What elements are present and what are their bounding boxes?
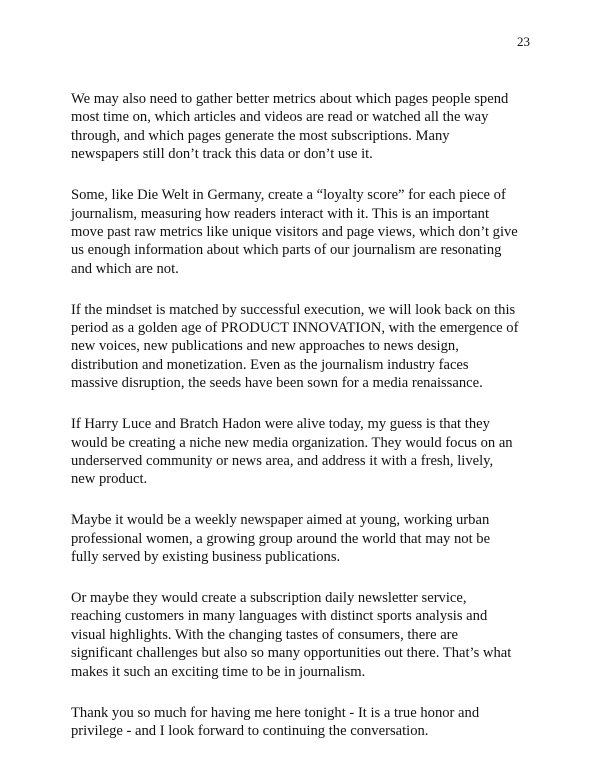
paragraph-newsletter-service: Or maybe they would create a subscription daily newsletter service, reaching customers in many languages with distinct sports analysis and visual highlights. With the changing tastes of consumers, there are significant challenges but also so many opportunities out there. That’s what makes it such an exciting time to be in journalism. bbox=[71, 590, 512, 680]
paragraph-metrics: We may also need to gather better metrics about which pages people spend most time on, which articles and videos are read or watched all the way through, and which pages generate the most subscriptions. Many newspapers still don’t track this data or don’t use it. bbox=[71, 91, 509, 163]
paragraph-luce-hadon: If Harry Luce and Bratch Hadon were alive today, my guess is that they would be creating a niche new media organization. They would focus on an underserved community or news area, and address it with a fresh, lively, new product. bbox=[71, 416, 513, 488]
page-number: 23 bbox=[517, 34, 530, 49]
body-text bbox=[71, 90, 551, 763]
paragraph-thank-you: Thank you so much for having me here tonight - It is a true honor and privilege - and I look forward to continuing the conversation. bbox=[71, 704, 480, 739]
paragraph-product-innovation: If the mindset is matched by successful execution, we will look back on this period as a golden age of PRODUCT INNOVATION, with the emergence of new voices, new publications and new approaches to news design, distribution and monetization. Even as the journalism industry faces massive disruption, the seeds have been sown for a media renaissance. bbox=[71, 301, 519, 392]
paragraph-weekly-newspaper: Maybe it would be a weekly newspaper aimed at young, working urban professional women, a growing group around the world that may not be fully served by existing business publications. bbox=[71, 512, 491, 566]
paragraph-loyalty-score: Some, like Die Welt in Germany, create a “loyalty score” for each piece of journalism, measuring how readers interact with it. This is an important move past raw metrics like unique visitors and page views, which don’t give us enough information about which parts of our journalism are resonating and which are not. bbox=[71, 187, 518, 277]
